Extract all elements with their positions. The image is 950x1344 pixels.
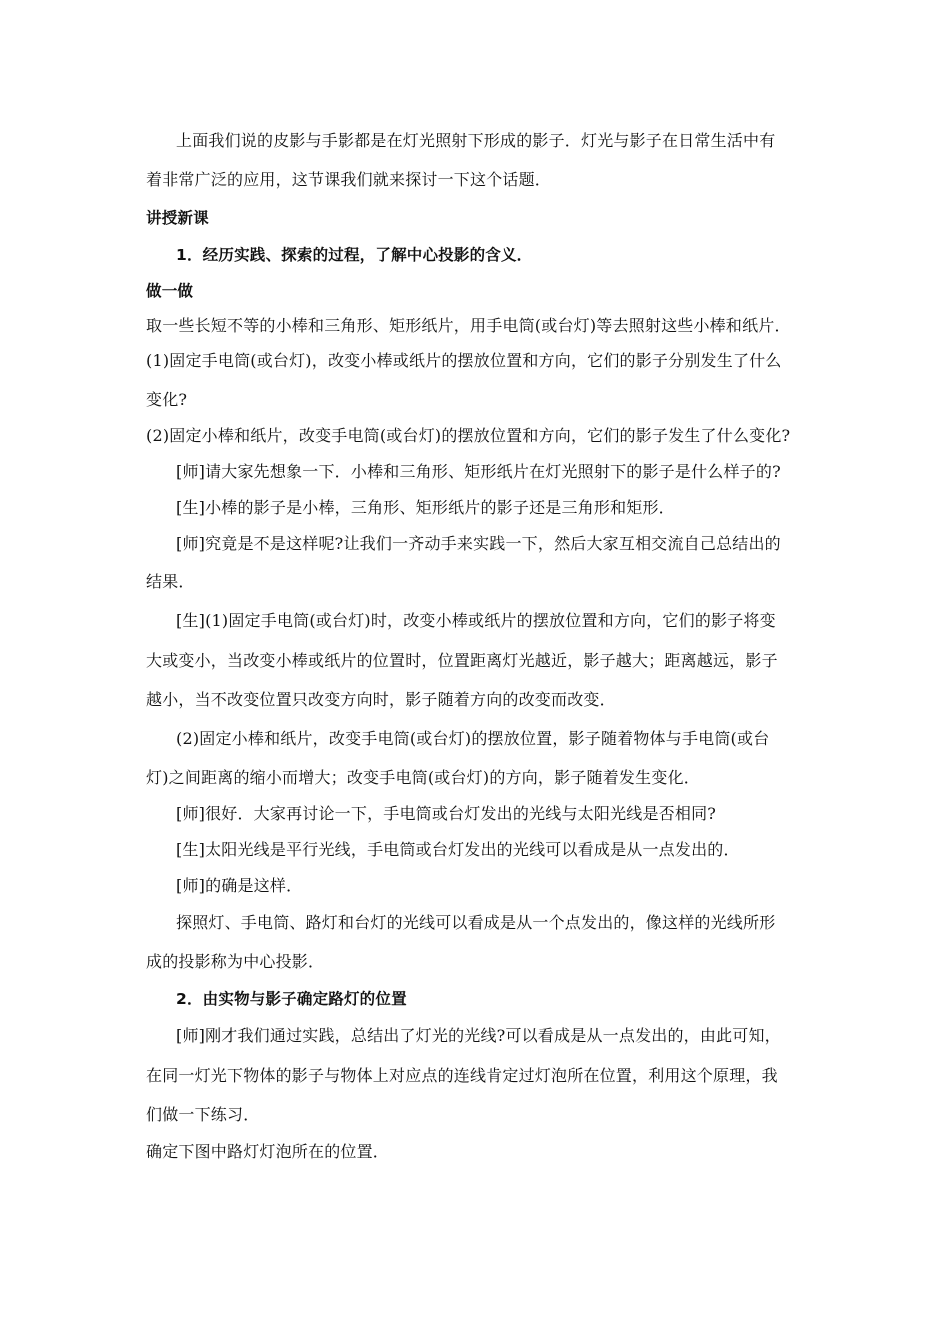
teacher-dialogue-1: [师]请大家先想象一下．小棒和三角形、矩形纸片在灯光照射下的影子是什么样子的? [176, 462, 781, 481]
activity-heading: 做一做 [146, 282, 194, 300]
student-dialogue-3-line-1: (2)固定小棒和纸片，改变手电筒(或台灯)的摆放位置，影子随着物体与手电筒(或台 [176, 729, 770, 748]
teacher-dialogue-4: [师]的确是这样． [176, 876, 303, 895]
student-dialogue-2-line-2: 大或变小，当改变小棒或纸片的位置时，位置距离灯光越近，影子越大；距离越远，影子 [146, 651, 778, 670]
paragraph-intro-line-2: 着非常广泛的应用，这节课我们就来探讨一下这个话题． [146, 170, 552, 189]
teacher-dialogue-2-line-1: [师]究竟是不是这样呢?让我们一齐动手来实践一下，然后大家互相交流自己总结出的 [176, 534, 781, 553]
teacher-dialogue-5-line-1: [师]刚才我们通过实践，总结出了灯光的光线?可以看成是从一点发出的，由此可知， [176, 1026, 781, 1045]
exercise-instruction: 确定下图中路灯灯泡所在的位置． [146, 1142, 390, 1161]
student-dialogue-1: [生]小棒的影子是小棒，三角形、矩形纸片的影子还是三角形和矩形． [176, 498, 675, 517]
student-dialogue-3-line-2: 灯)之间距离的缩小而增大；改变手电筒(或台灯)的方向，影子随着发生变化． [146, 768, 700, 787]
teacher-dialogue-3: [师]很好．大家再讨论一下，手电筒或台灯发出的光线与太阳光线是否相同? [176, 804, 717, 823]
paragraph-intro-line-1: 上面我们说的皮影与手影都是在灯光照射下形成的影子．灯光与影子在日常生活中有 [176, 131, 776, 150]
student-dialogue-4: [生]太阳光线是平行光线，手电筒或台灯发出的光线可以看成是从一点发出的． [176, 840, 740, 859]
question-1-line-1: (1)固定手电筒(或台灯)，改变小棒或纸片的摆放位置和方向，它们的影子分别发生了什么 [146, 351, 782, 370]
section-heading-new-lesson: 讲授新课 [146, 209, 209, 227]
teacher-dialogue-5-line-3: 们做一下练习． [146, 1105, 260, 1124]
teacher-dialogue-5-line-2: 在同一灯光下物体的影子与物体上对应点的连线肯定过灯泡所在位置，利用这个原理，我 [146, 1066, 778, 1085]
definition-line-2: 成的投影称为中心投影． [146, 952, 325, 971]
student-dialogue-2-line-3: 越小，当不改变位置只改变方向时，影子随着方向的改变而改变． [146, 690, 616, 709]
question-2: (2)固定小棒和纸片，改变手电筒(或台灯)的摆放位置和方向，它们的影子发生了什么变化? [146, 426, 791, 445]
question-1-line-2: 变化? [146, 390, 188, 409]
activity-instruction: 取一些长短不等的小棒和三角形、矩形纸片，用手电筒(或台灯)等去照射这些小棒和纸片． [146, 316, 791, 335]
teacher-dialogue-2-line-2: 结果． [146, 572, 195, 591]
definition-line-1: 探照灯、手电筒、路灯和台灯的光线可以看成是从一个点发出的，像这样的光线所形 [176, 913, 776, 932]
subheading-central-projection: 1．经历实践、探索的过程，了解中心投影的含义． [176, 246, 533, 264]
subheading-streetlight-position: 2．由实物与影子确定路灯的位置 [176, 990, 407, 1008]
student-dialogue-2-line-1: [生](1)固定手电筒(或台灯)时，改变小棒或纸片的摆放位置和方向，它们的影子将变 [176, 611, 776, 630]
